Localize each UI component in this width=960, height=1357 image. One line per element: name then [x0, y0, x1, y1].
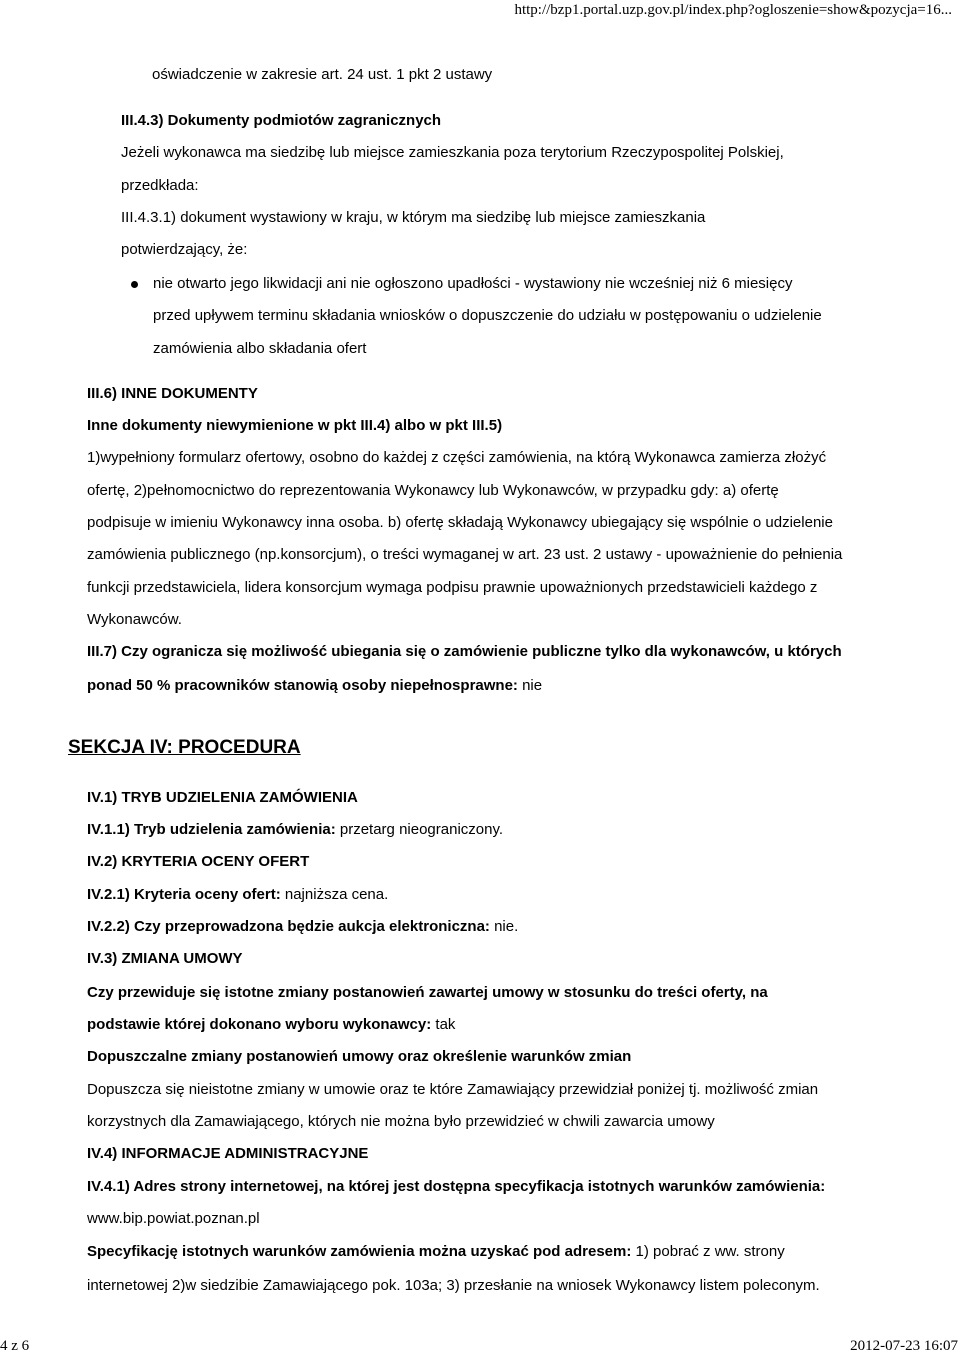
section-iv21-row — [87, 886, 388, 904]
page-url: http://bzp1.portal.uzp.gov.pl/index.php?ogloszenie=show&pozycja=16... — [514, 2, 952, 18]
section-iv11-label: IV.1.1) Tryb udzielenia zamówienia: — [87, 821, 336, 838]
section-iv21-value: najniższa cena. — [280, 886, 389, 903]
section-iv21-label: IV.2.1) Kryteria oceny ofert: — [87, 886, 281, 903]
bullet-item-line-3: zamówienia albo składania ofert — [153, 340, 367, 357]
page-number: 4 z 6 — [0, 1338, 30, 1354]
section-iv11-value: przetarg nieograniczony. — [335, 821, 504, 838]
section-iii6-text-3: podpisuje w imieniu Wykonawcy inna osoba. b) ofertę składają Wykonawcy ubiegający się wspólnie o udzielenie — [87, 514, 833, 531]
section-iii7-question-2 — [87, 677, 542, 695]
print-datetime: 2012-07-23 16:07 — [850, 1338, 958, 1354]
section-spec-value-2: internetowej 2)w siedzibie Zamawiającego pok. 103a; 3) przesłanie na wniosek Wykonawcy listem poleconym. — [87, 1277, 820, 1294]
section-iv11-row — [87, 821, 503, 839]
section-iv22-label: IV.2.2) Czy przeprowadzona będzie aukcja elektroniczna: — [87, 918, 490, 935]
section-iv-title: SEKCJA IV: PROCEDURA — [68, 737, 301, 758]
section-iii43-text-2: przedkłada: — [121, 177, 199, 194]
section-iv41-url: www.bip.powiat.poznan.pl — [87, 1210, 260, 1227]
section-iii6-text-5: funkcji przedstawiciela, lidera konsorcjum wymaga podpisu prawnie upoważnionych przedstawicieli każdego z — [87, 579, 818, 596]
bullet-icon — [131, 281, 138, 288]
section-iv3-question-label: podstawie której dokonano wyboru wykonawcy: — [87, 1016, 432, 1033]
section-iii7-label: ponad 50 % pracowników stanowią osoby niepełnosprawne: — [87, 677, 518, 694]
section-iii43-text: Jeżeli wykonawca ma siedzibę lub miejsce zamieszkania poza terytorium Rzeczypospolitej Polskiej, — [121, 144, 784, 161]
section-iv3-answer: tak — [431, 1016, 456, 1033]
section-iv4-heading: IV.4) INFORMACJE ADMINISTRACYJNE — [87, 1145, 369, 1162]
section-iii6-text-2: ofertę, 2)pełnomocnictwo do reprezentowania Wykonawcy lub Wykonawców, w przypadku gdy: a) ofertę — [87, 482, 779, 499]
section-iii6-heading: III.6) INNE DOKUMENTY — [87, 385, 258, 402]
section-iii431-text-2: potwierdzający, że: — [121, 241, 248, 258]
section-iv3-heading: IV.3) ZMIANA UMOWY — [87, 950, 243, 967]
bullet-item-line-2: przed upływem terminu składania wniosków o dopuszczenie do udziału w postępowaniu o udzielenie — [153, 307, 822, 324]
section-iii7-question: III.7) Czy ogranicza się możliwość ubiegania się o zamówienie publiczne tylko dla wykonawców, u których — [87, 643, 842, 660]
section-iii431-text: III.4.3.1) dokument wystawiony w kraju, w którym ma siedzibę lub miejsce zamieszkania — [121, 209, 706, 226]
section-iv2-heading: IV.2) KRYTERIA OCENY OFERT — [87, 853, 310, 870]
section-iv3-question: Czy przewiduje się istotne zmiany postanowień zawartej umowy w stosunku do treści oferty, na — [87, 984, 768, 1001]
section-iii43-heading: III.4.3) Dokumenty podmiotów zagranicznych — [121, 112, 442, 129]
section-iii7-answer: nie — [517, 677, 543, 694]
section-iv22-row — [87, 918, 518, 936]
section-iv1-heading: IV.1) TRYB UDZIELENIA ZAMÓWIENIA — [87, 789, 358, 806]
section-iv22-value: nie. — [489, 918, 519, 935]
section-iv41-label: IV.4.1) Adres strony internetowej, na której jest dostępna specyfikacja istotnych warunków zamówienia: — [87, 1178, 826, 1195]
section-spec-row — [87, 1243, 785, 1261]
section-iii6-text-4: zamówienia publicznego (np.konsorcjum), o treści wymaganej w art. 23 ust. 2 ustawy - upoważnienie do pełnienia — [87, 546, 843, 563]
section-iv3-changes-text-2: korzystnych dla Zamawiającego, których nie można było przewidzieć w chwili zawarcia umowy — [87, 1113, 715, 1130]
section-iii6-subheading: Inne dokumenty niewymienione w pkt III.4) albo w pkt III.5) — [87, 417, 503, 434]
section-iv3-changes-text-1: Dopuszcza się nieistotne zmiany w umowie oraz te które Zamawiający przewidział poniżej tj. możliwość zmian — [87, 1081, 819, 1098]
section-spec-value: 1) pobrać z ww. strony — [631, 1243, 785, 1260]
section-spec-label: Specyfikację istotnych warunków zamówienia można uzyskać pod adresem: — [87, 1243, 632, 1260]
section-iii6-text-6: Wykonawców. — [87, 611, 182, 628]
bullet-item-line-1: nie otwarto jego likwidacji ani nie ogłoszono upadłości - wystawiony nie wcześniej niż 6 miesięcy — [153, 275, 793, 292]
section-iv3-question-2 — [87, 1016, 455, 1034]
oswiadczenie-line: oświadczenie w zakresie art. 24 ust. 1 pkt 2 ustawy — [152, 66, 493, 83]
section-iv3-changes-heading: Dopuszczalne zmiany postanowień umowy oraz określenie warunków zmian — [87, 1048, 632, 1065]
section-iii6-text-1: 1)wypełniony formularz ofertowy, osobno do każdej z części zamówienia, na którą Wykonawca zamierza złożyć — [87, 449, 827, 466]
